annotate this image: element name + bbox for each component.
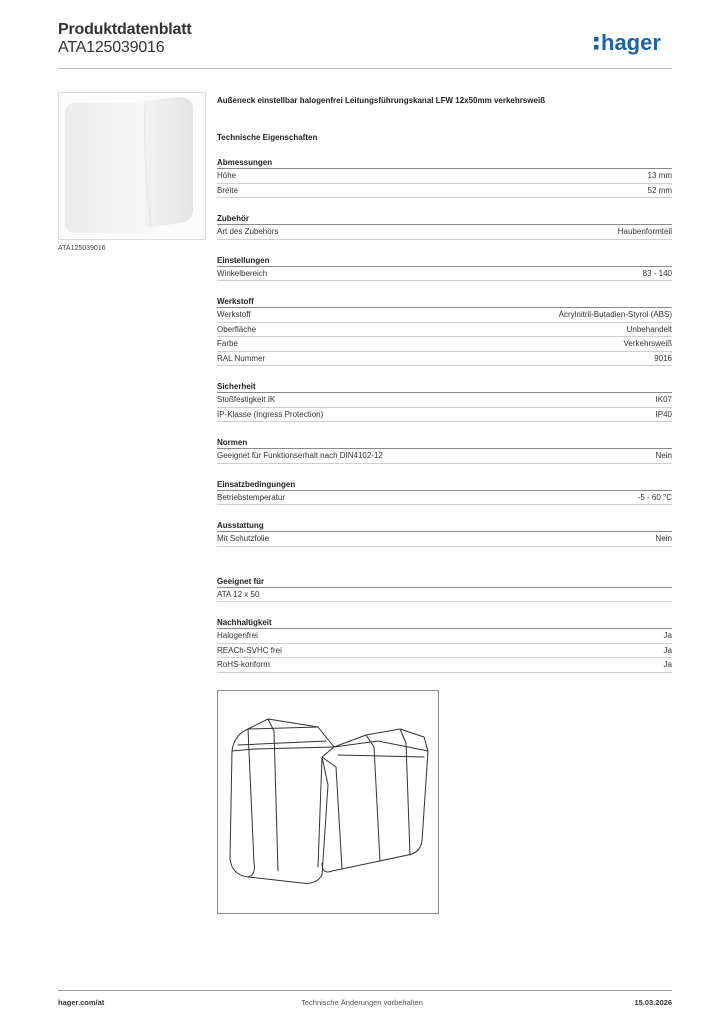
spec-label: RAL Nummer	[217, 353, 266, 363]
spec-label: REACh-SVHC frei	[217, 645, 282, 655]
spec-value: -5 - 60 °C	[637, 492, 672, 502]
spec-label: Geeignet für Funktionserhalt nach DIN4102-12	[217, 451, 383, 460]
header-divider	[58, 68, 672, 69]
spec-label: Halogenfrei	[217, 631, 258, 640]
section-heading: Zubehör	[217, 212, 672, 225]
section-heading: Einstellungen	[217, 254, 672, 267]
spec-row	[217, 267, 672, 282]
technical-drawing	[217, 690, 439, 914]
photo-caption: ATA125039016	[58, 245, 106, 252]
spec-row	[217, 225, 672, 240]
spec-row	[217, 629, 672, 644]
svg-text:hager: hager	[601, 30, 661, 55]
section-heading: Einsatzbedingungen	[217, 478, 672, 491]
spec-row	[217, 323, 672, 338]
spec-label: Betriebstemperatur	[217, 492, 286, 502]
spec-row	[217, 393, 672, 408]
spec-label: Art des Zubehörs	[217, 227, 279, 236]
section-heading: Werkstoff	[217, 295, 672, 308]
spec-label: Stoßfestigkeit IK	[217, 395, 276, 404]
section-geeignet-fuer	[217, 575, 672, 603]
spec-value: Ja	[663, 645, 672, 655]
spec-value: Nein	[655, 534, 672, 543]
section-ausstattung	[217, 519, 672, 547]
spec-label: Breite	[217, 185, 238, 195]
spec-content	[217, 96, 672, 702]
spec-row	[217, 658, 672, 673]
hager-logo	[593, 29, 675, 57]
spec-label: Winkelbereich	[217, 268, 268, 278]
spec-value: IP40	[655, 409, 672, 419]
section-heading: Geeignet für	[217, 575, 672, 588]
spec-value: 13 mm	[647, 171, 672, 180]
spec-row	[217, 169, 672, 184]
spec-row	[217, 532, 672, 547]
section-heading: Ausstattung	[217, 519, 672, 532]
spec-label: Werkstoff	[217, 310, 251, 319]
spec-row	[217, 491, 672, 506]
spec-value: Unbehandelt	[626, 324, 672, 334]
section-nachhaltigkeit	[217, 616, 672, 673]
spec-value: IK07	[655, 395, 672, 404]
section-heading: Normen	[217, 436, 672, 449]
spec-row	[217, 588, 672, 603]
section-einsatzbedingungen	[217, 478, 672, 506]
section-einstellungen	[217, 254, 672, 282]
spec-value: 9016	[654, 353, 672, 363]
footer-website: hager.com/at	[58, 998, 105, 1007]
page-title: Produktdatenblatt	[58, 21, 192, 38]
spec-row	[217, 644, 672, 659]
spec-value: Ja	[663, 660, 672, 669]
product-title: Außeneck einstellbar halogenfrei Leitungsführungskanal LFW 12x50mm verkehrsweiß	[217, 96, 546, 105]
spec-row	[217, 337, 672, 352]
section-werkstoff	[217, 295, 672, 366]
spec-label: Oberfläche	[217, 324, 257, 334]
footer-disclaimer: Technische Änderungen vorbehalten	[301, 998, 423, 1007]
article-number: ATA125039016	[58, 39, 165, 56]
footer-divider	[58, 990, 672, 991]
spec-row	[217, 352, 672, 367]
section-zubehoer	[217, 212, 672, 240]
section-heading: Abmessungen	[217, 156, 672, 169]
spec-label: Farbe	[217, 339, 238, 348]
spec-label: Mit Schutzfolie	[217, 534, 270, 543]
product-photo	[58, 92, 206, 240]
spec-label: RoHS-konform	[217, 660, 270, 669]
section-heading: Nachhaltigkeit	[217, 616, 672, 629]
section-sicherheit	[217, 380, 672, 422]
spec-value: Nein	[655, 451, 672, 460]
section-heading: Sicherheit	[217, 380, 672, 393]
spec-value: 52 mm	[647, 185, 672, 195]
footer-date: 15.03.2026	[634, 998, 672, 1007]
spec-value: Verkehrsweiß	[623, 339, 672, 348]
spec-value: Haubenformteil	[617, 227, 672, 236]
spec-value: 83 - 140	[642, 268, 672, 278]
spec-label: ATA 12 x 50	[217, 589, 260, 599]
spec-row	[217, 449, 672, 464]
spec-row	[217, 408, 672, 423]
spec-label: Höhe	[217, 171, 237, 180]
spec-row	[217, 308, 672, 323]
spec-label: IP-Klasse (Ingress Protection)	[217, 409, 324, 419]
spec-value: Ja	[663, 631, 672, 640]
tech-properties-heading: Technische Eigenschaften	[217, 133, 318, 142]
section-abmessungen	[217, 156, 672, 198]
spec-row	[217, 184, 672, 199]
spec-value: Acrylnitril-Butadien-Styrol (ABS)	[558, 310, 672, 319]
section-normen	[217, 436, 672, 464]
